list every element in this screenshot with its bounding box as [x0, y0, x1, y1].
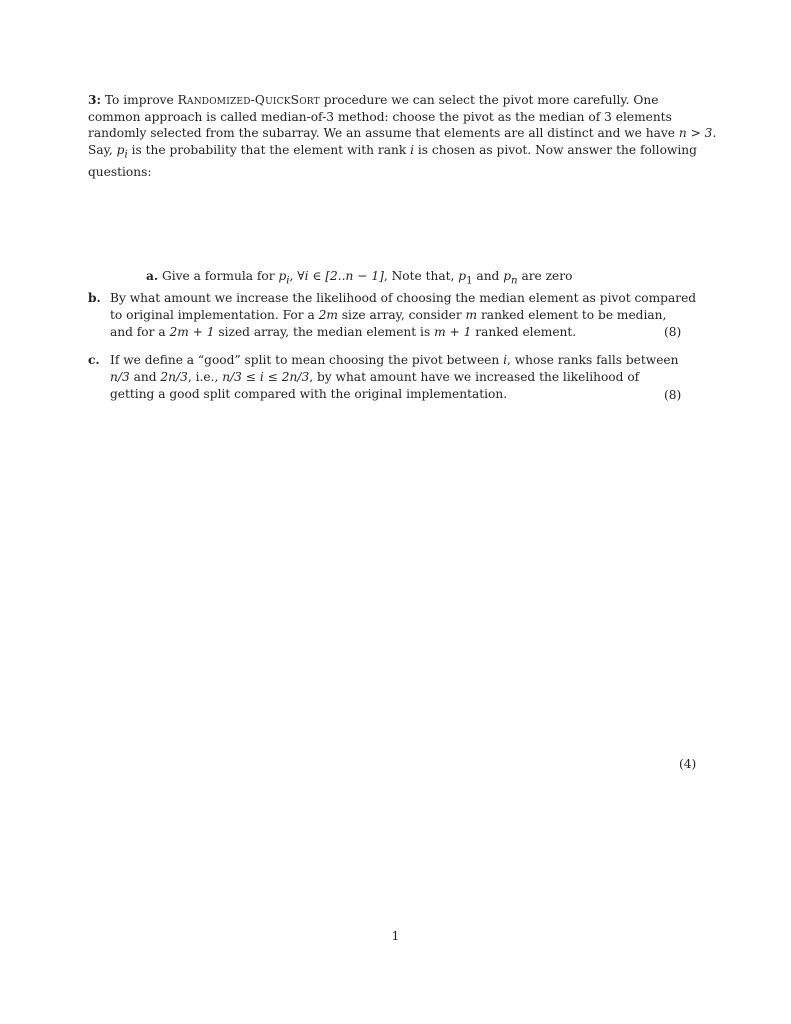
intro-line-1: 3: To improve Randomized-QuickSort procedure we can select the pivot more carefully. One: [88, 93, 659, 107]
intro-line-4: Say, $p_i$ is the probability that the element with rank i is chosen as pivot. Now answer the following: [88, 142, 697, 161]
label-a: a.: [146, 269, 159, 283]
page-number: 1: [391, 928, 400, 943]
marks-a: (4): [679, 757, 697, 771]
question-b: b. By what amount we increase the likelihood of choosing the median element as pivot compared to original implementation. For a 2m size array, consider m ranked element to be median, and for a 2m + 1 sized array, the median element is m + 1 ranked element.: [88, 291, 697, 339]
marks-b: (8): [664, 325, 682, 339]
label-b: b.: [88, 291, 101, 305]
question-c: c. If we define a “good” split to mean choosing the pivot between i, whose ranks falls between n/3 and 2n/3, i.e., n/3 ≤ i ≤ 2n/3, by what amount have we increased the likelihood of getting a good split compared with the original implementation.: [88, 353, 679, 401]
marks-c: (8): [664, 388, 682, 402]
problem-statement: [88, 92, 717, 180]
algorithm-name: Randomized-QuickSort: [177, 93, 320, 107]
problem-number: 3:: [88, 93, 101, 107]
intro-line-5: questions:: [88, 164, 152, 179]
intro-line-2: common approach is called median-of-3 method: choose the pivot as the median of 3 elements: [88, 109, 672, 124]
question-a: a. Give a formula for $p_i$, ∀i ∈ [2..n − 1], Note that, $p_1$ and $p_n$ are zero: [146, 269, 573, 287]
label-c: c.: [88, 353, 100, 367]
intro-line-3: randomly selected from the subarray. We an assume that elements are all distinct and we have n > 3.: [88, 126, 717, 141]
